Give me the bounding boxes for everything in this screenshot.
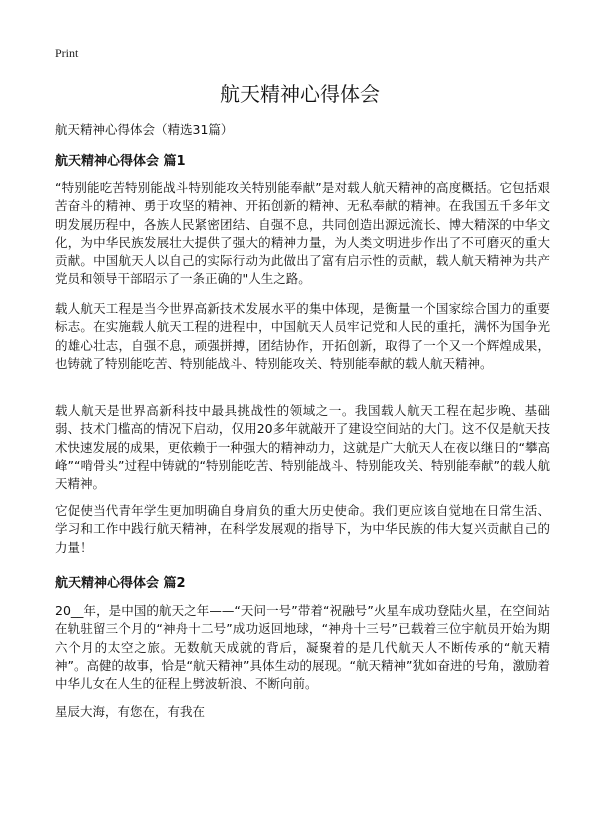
page-title: 航天精神心得体会 — [220, 82, 380, 106]
document-subtitle: 航天精神心得体会（精选31篇） — [55, 122, 234, 137]
paragraph: 载人航天工程是当今世界高新技术发展水平的集中体现，是衡量一个国家综合国力的重要标志。在实施载人航天工程的进程中，中国航天人员牢记党和人民的重托，满怀为国争光的雄心壮志，自强不息，顽强拼搏，团结协作，开拓创新，取得了一个又一个辉煌成果，也铸就了特别能吃苦、特别能战斗、特别能攻关、特别能奉献的载人航天精神。 — [55, 301, 550, 371]
paragraph: 20__年，是中国的航天之年——“天问一号”带着“祝融号”火星车成功登陆火星，在空间站在轨驻留三个月的“神舟十二号”成功返回地球，“神舟十三号”已载着三位宇航员开始为期六个月的太空之旅。无数航天成就的背后，凝聚着的是几代航天人不断传承的“航天精神”。高健的故事，恰是“航天精神”具体生动的展现。“航天精神”犹如奋进的号角，激励着中华儿女在人生的征程上劈波斩浪、不断向前。 — [55, 603, 550, 692]
paragraph: “特别能吃苦特别能战斗特别能攻关特别能奉献”是对载人航天精神的高度概括。它包括艰苦奋斗的精神、勇于攻坚的精神、开拓创新的精神、无私奉献的精神。在我国五千多年文明发展历程中，各族人民紧密团结、自强不息，共同创造出源远流长、博大精深的中华文化，为中华民族发展壮大提供了强大的精神力量，为人类文明进步作出了不可磨灭的重大贡献。中国航天人以自己的实际行动为此做出了富有启示性的贡献，载人航天精神为共产党员和领导干部昭示了一条正确的"人生之路。 — [55, 180, 550, 287]
section-heading-2: 航天精神心得体会 篇2 — [55, 576, 186, 591]
paragraph: 它促使当代青年学生更加明确自身肩负的重大历史使命。我们更应该自觉地在日常生活、学习和工作中践行航天精神，在科学发展观的指导下，为中华民族的伟大复兴贡献自己的力量！ — [55, 503, 550, 555]
paragraph: 星辰大海，有您在，有我在 — [55, 704, 206, 719]
section-heading-1: 航天精神心得体会 篇1 — [55, 154, 186, 169]
paragraph: 载人航天是世界高新科技中最具挑战性的领域之一。我国载人航天工程在起步晚、基础弱、技术门槛高的情况下启动，仅用20多年就敲开了建设空间站的大门。这不仅是航天技术快速发展的成果，更依赖于一种强大的精神动力，这就是广大航天人在夜以继日的“攀高峰”“啃骨头”过程中铸就的“特别能吃苦、特别能战斗、特别能攻关、特别能奉献”的载人航天精神。 — [55, 403, 550, 492]
print-link[interactable]: Print — [55, 46, 79, 60]
